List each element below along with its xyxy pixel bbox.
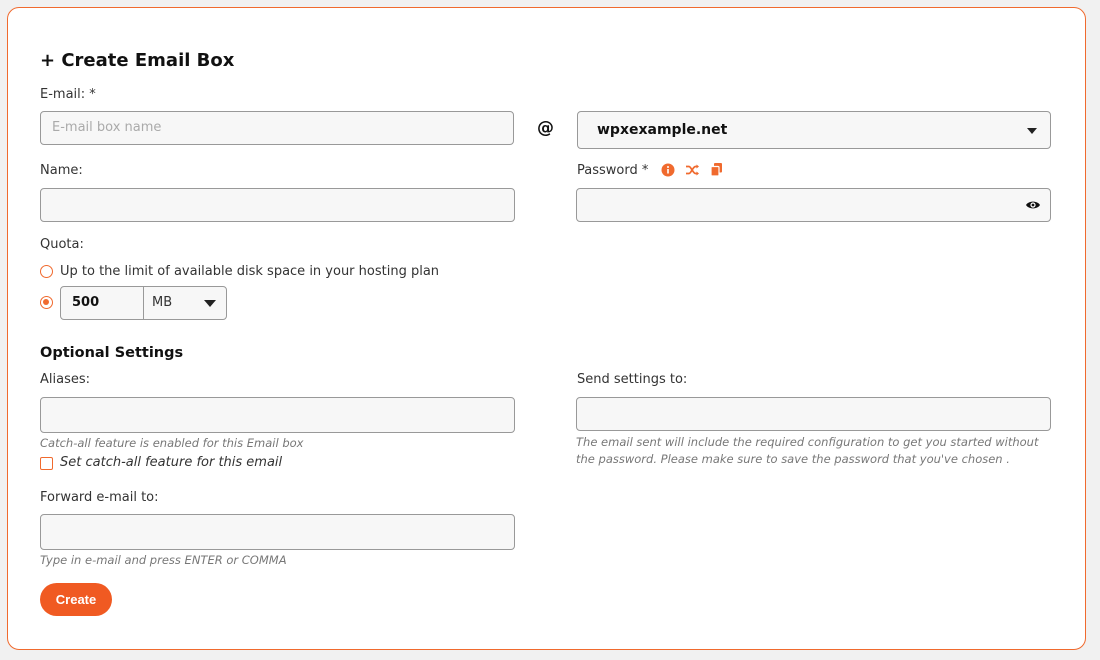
- send-settings-hint: The email sent will include the required configuration to get you started without the password. Please make sure to save the password that you've chosen .: [576, 435, 1039, 466]
- quota-unit: MB: [152, 295, 173, 310]
- domain-select[interactable]: [577, 111, 1051, 149]
- quota-value-input[interactable]: [60, 286, 145, 320]
- email-label: E-mail: *: [40, 87, 96, 102]
- aliases-input[interactable]: [40, 397, 515, 433]
- optional-settings-title: Optional Settings: [40, 345, 184, 361]
- aliases-label: Aliases:: [40, 372, 91, 387]
- email-placeholder: E-mail box name: [52, 120, 162, 135]
- quota-label: Quota:: [40, 237, 84, 252]
- create-button[interactable]: Create: [40, 583, 112, 616]
- quota-unit-select[interactable]: [143, 286, 227, 320]
- info-icon[interactable]: [661, 163, 675, 177]
- chevron-down-icon: [204, 300, 216, 307]
- forward-hint: Type in e-mail and press ENTER or COMMA: [40, 553, 287, 567]
- quota-unlimited-label: Up to the limit of available disk space in your hosting plan: [60, 264, 440, 279]
- eye-icon[interactable]: [1025, 199, 1041, 211]
- at-symbol: @: [537, 118, 554, 138]
- quota-value: 500: [72, 295, 100, 310]
- send-settings-label: Send settings to:: [577, 372, 688, 387]
- quota-unlimited-radio[interactable]: [40, 265, 53, 278]
- password-label: Password *: [577, 163, 649, 178]
- email-input[interactable]: [40, 111, 514, 145]
- shuffle-icon[interactable]: [685, 163, 700, 177]
- catchall-hint: Catch-all feature is enabled for this Email box: [40, 436, 304, 450]
- catchall-checkbox-label: Set catch-all feature for this email: [60, 455, 283, 470]
- password-input[interactable]: [576, 188, 1051, 222]
- chevron-down-icon: [1027, 128, 1037, 134]
- forward-label: Forward e-mail to:: [40, 490, 159, 505]
- quota-custom-radio[interactable]: [40, 296, 53, 309]
- send-settings-input[interactable]: [576, 397, 1051, 431]
- forward-input[interactable]: [40, 514, 515, 550]
- copy-icon[interactable]: [710, 162, 723, 177]
- page-title: + Create Email Box: [40, 50, 235, 71]
- domain-value: wpxexample.net: [597, 122, 728, 138]
- name-input[interactable]: [40, 188, 515, 222]
- name-label: Name:: [40, 163, 83, 178]
- catchall-checkbox[interactable]: [40, 457, 53, 470]
